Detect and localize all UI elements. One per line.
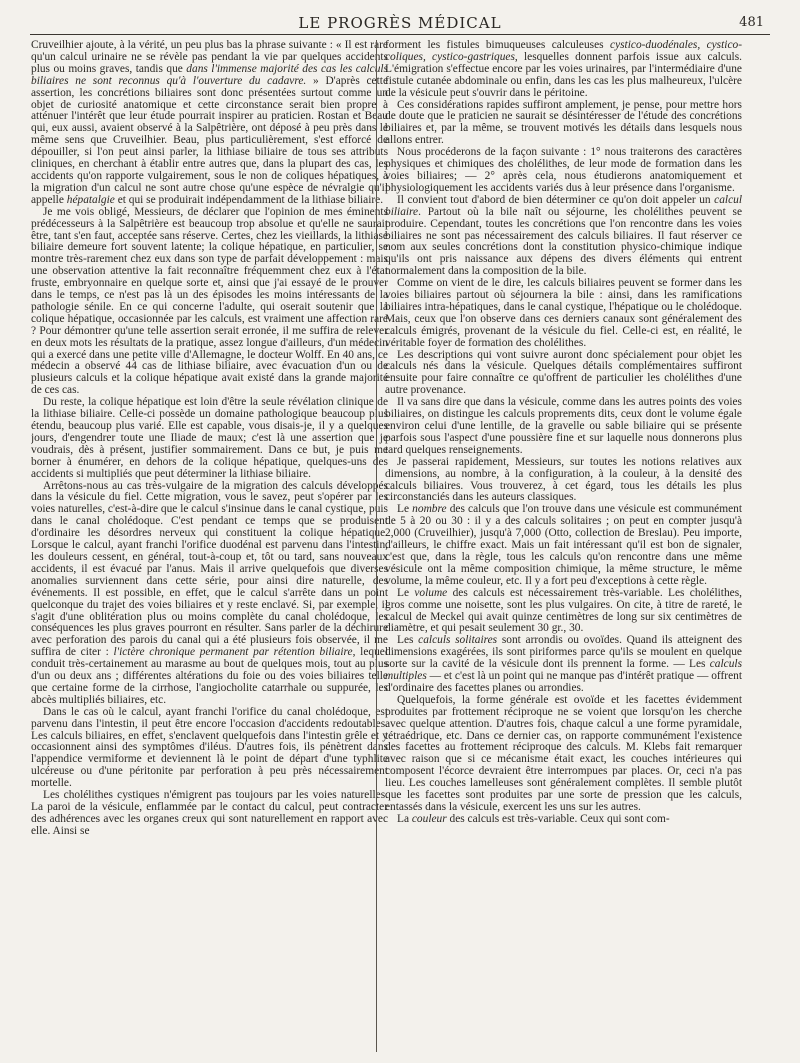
running-title: LE PROGRÈS MÉDICAL: [298, 14, 502, 32]
paragraph: Il va sans dire que dans la vésicule, comme dans les autres points des voies biliaires, on distingue les calculs proprements dits, ceux dont le volume égale environ celui d'une lentille, de la gravelle ou sable biliaire qui se présente parfois sous l'aspect d'une poussière fine et sur laquelle nous donnerons plus tard quelques renseignements.: [385, 396, 742, 456]
text-run: des calculs est nécessairement très-variable. Les cholélithes, gros comme une noisette, sont les plus vulgaires. On cite, à titre de rareté, le calcul de Meckel qui avait quinze centimètres de long sur six centimètres de diamètre, et qui pesait seulement 30 gr., 30.: [385, 586, 742, 635]
paragraph: Les cholélithes cystiques n'émigrent pas toujours par les voies naturelles. La paroi de la vésicule, enflammée par le contact du calcul, peut contracter des adhérences avec les organes creux qui sont naturellement en rapport avec elle. Ainsi se: [31, 789, 388, 837]
column-divider: [376, 40, 377, 1052]
paragraph: Je me vois obligé, Messieurs, de déclarer que l'opinion de mes éminents prédécesseurs à la Salpêtrière est beaucoup trop absolue et qu'elle ne saurait être, tant s'en faut, acceptée sans réserve. Certes, chez les vieillards, la lithiase biliaire demeure fort souvent latente; la colique hépatique, en particulier, se montre très-rarement chez eux dans son type de parfait développement : mais une observation attentive la fait reconnaître fréquemment chez eux à l'état fruste, embryonnaire en quelque sorte et, ainsi que j'ai essayé de le prouver dans le temps, ce n'est pas là un des épisodes les moins intéressants de la pathologie sénile. En ce qui concerne l'adulte, qui oserait soutenir que la colique hépatique, occasionnée par les calculs, est vraiment une affection rare ? Pour démontrer qu'une telle assertion serait erronée, il me suffira de relever en deux mots les résultats de la pratique, assez longue d'ailleurs, d'un médecin qui a exercé dans une petite ville d'Allemagne, le docteur Wolff. En 40 ans, ce médecin a observé 44 cas de lithiase biliaire, avec évacuation d'un ou de plusieurs calculs et la colique hépatique avait existé dans la grande majorité de ces cas.: [31, 205, 388, 397]
italic-run: calcul biliaire: [385, 193, 742, 218]
paragraph: [31, 40, 388, 207]
paragraph: [385, 195, 742, 278]
paragraph: Dans le cas où le calcul, ayant franchi l'orifice du canal cholédoque, est parvenu dans l'intestin, il peut être encore l'occasion d'accidents redoutables. Les calculs biliaires, en effet, s'enclavent quelquefois dans l'intestin grêle et y occasionnent ainsi des symptômes d'iléus. D'autres fois, ils pénètrent dans l'appendice vermiforme et deviennent là le point de départ d'une typhlite ulcéreuse ou d'une péritonite par perforation à peu près nécessairement mortelle.: [31, 705, 388, 790]
page-number: 481: [739, 15, 764, 30]
text-run: Le: [397, 503, 413, 516]
paragraph: [385, 814, 742, 826]
text-run: Cruveilhier ajoute, à la vérité, un peu plus bas la phrase suivante : « Il est rare qu'un calcul urinaire ne se révèle pas pendant la vie par quelques accidents plus ou moins graves, tandis que: [31, 40, 388, 75]
text-run: des calculs que l'on trouve dans une vésicule est communément de 5 à 20 ou 30 : il y a des calculs solitaires ; on peut en compter jusqu'à 2,000 (Cruveilhier), jusqu'à 7,000 (Otto, collection de Breslau). Peu importe, d'ailleurs, le chiffre exact. Mais un fait intéressant qu'il est bon de signaler, c'est que, dans la règle, tous les calculs qu'on rencontre dans une même vésicule ont la même composition chimique, la même structure, le même volume, la même couleur, etc. Il y a fort peu d'exceptions à cette règle.: [385, 503, 742, 587]
left-column: [31, 40, 388, 1054]
paragraph: [385, 588, 742, 636]
text-run: , lesquelles donnent parfois issue aux calculs. L'émigration s'effectue encore par les voies urinaires, par l'intermédiaire d'une fistule cutanée abdominale ou enfin, dans les cas les plus malheureux, l'ulcère de la vésicule peut s'ouvrir dans le péritoine.: [385, 50, 742, 99]
text-run: Les: [397, 634, 419, 647]
text-run: — et c'est là un point qui ne manque pas d'intérêt pratique — offrent d'ordinaire des facettes planes ou arrondies.: [385, 670, 742, 694]
italic-run: nombre: [412, 503, 447, 516]
italic-run: cystico-duodénales, cystico-coliques, cystico-gastriques: [385, 40, 742, 63]
page-header: [30, 14, 770, 36]
paragraph: Nous procéderons de la façon suivante : 1° nous traiterons des caractères physiques et chimiques des cholélithes, de leur mode de formation dans les voies biliaires; — 2° après cela, nous étudierons anatomiquement et physiologiquement les accidents variés dus à leur présence dans l'organisme.: [385, 146, 742, 194]
text-run: Le: [397, 586, 415, 599]
italic-run: l'ictère chronique permanent par rétention biliaire: [113, 646, 353, 659]
italic-run: calculs multiples: [385, 658, 742, 683]
right-column: [385, 40, 742, 1054]
paragraph: Les descriptions qui vont suivre auront donc spécialement pour objet les calculs nés dans la vésicule. Quelques détails complémentaires suffiront ensuite pour faire connaître ce qu'offrent de particulier les cholélithes d'une autre provenance.: [385, 348, 742, 397]
text-run: et qui se produirait indépendamment de la lithiase biliaire.: [114, 193, 384, 206]
paragraph: [385, 40, 742, 100]
text-run: , lequel conduit très-certainement au marasme au bout de quelques mois, tout au plus d'un ou deux ans ; différentes altérations du foie ou des voies biliaires telle que certaine forme de la cirrhose, l'angiocholite catarrhale ou suppurée, les abcès multipliés biliaires, etc.: [31, 646, 388, 706]
paragraph: [385, 504, 742, 587]
paragraph: Comme on vient de le dire, les calculs biliaires peuvent se former dans les voies biliaires partout où séjournera la bile : ainsi, dans les ramifications biliaires intra-hépatiques, dans le canal cystique, l'hépatique ou le cholédoque. Mais, ceux que l'on observe dans ces derniers canaux sont généralement des calculs émigrés, provenant de la vésicule du fiel. Celle-ci est, en réalité, le véritable foyer de formation des cholélithes.: [385, 277, 742, 349]
text-run: . Partout où la bile naît ou séjourne, les cholélithes peuvent se produire. Cependant, toutes les concrétions que l'on rencontre dans les voies biliaires ne sont pas nécessairement des calculs biliaires. Il faut réserver ce nom aux seules concrétions dont la constitution physico-chimique indique qu'ils ont pris naissance aux dépens des divers éléments qui entrent normalement dans la composition de la bile.: [385, 205, 742, 278]
italic-run: volume: [414, 586, 448, 599]
italic-run: couleur: [411, 812, 447, 825]
text-run: » D'après cette assertion, les concrétions biliaires sont donc présentées surtout comme un objet de curiosité anatomique et cette circonstance serait bien propre à atténuer l'intérêt que leur étude pourrait inspirer au praticien. Rostan et Beau qui, eux aussi, avaient observé à la Salpêtrière, ont déposé à peu près dans le même sens que Cruveilhier. Beau, plus particulièrement, s'est efforcé de dépouiller, si l'on peut ainsi parler, la lithiase biliaire de tous ses attributs cliniques, en cherchant à établir entre autres que, dans la plupart des cas, les accidents qu'on rapporte vulgairement, sous le non de coliques hépatiques, à la migration d'un calcul ne sont autre chose qu'une espèce de névralgie qu'il appelle: [31, 74, 388, 206]
paragraph: [385, 635, 742, 695]
text-run: La: [397, 812, 412, 825]
paragraph: Ces considérations rapides suffiront amplement, je pense, pour mettre hors de doute que le praticien ne saurait se désintéresser de l'étude des concrétions biliaires et, par la même, se trouvent motivés les détails dans lesquels nous allons entrer.: [385, 98, 742, 147]
paragraph: Quelquefois, la forme générale est ovoïde et les facettes évidemment produites par frottement réciproque ne se voient que lorsqu'on les cherche avec quelque attention. D'autres fois, chaque calcul a une forme pyramidale, tétraédrique, etc. Dans ce dernier cas, on rapporte communément l'existence des facettes au frottement réciproque des calculs. M. Klebs fait remarquer avec raison que si ce mécanisme était exact, les couches intérieures qui composent l'écorce devraient être interrompues par places. Or, ceci n'a pas lieu. Les couches lamelleuses sont généralement complètes. Il semble plutôt que les facettes sont produites par une sorte de pression que les calculs, entassés dans la vésicule, exercent les uns sur les autres.: [385, 693, 742, 813]
header-rule: [30, 34, 770, 35]
text-run: sont arrondis ou ovoïdes. Quand ils atteignent des dimensions exagérées, ils sont piriformes parce qu'ils se moulent en quelque sorte sur la cavité de la vésicule dont ils prennent la forme. — Les: [385, 634, 742, 671]
italic-run: hépatalgie: [66, 193, 115, 206]
paragraph: Je passerai rapidement, Messieurs, sur toutes les notions relatives aux dimensions, au nombre, à la configuration, à la couleur, à la densité des calculs biliaires. Vous trouverez, à cet égard, tous les détails les plus circonstanciés dans les auteurs classiques.: [385, 455, 742, 504]
text-run: Il convient tout d'abord de bien déterminer ce qu'on doit appeler un: [397, 193, 715, 206]
italic-run: calculs solitaires: [418, 634, 498, 647]
text-run: des calculs est très-variable. Ceux qui sont com-: [446, 812, 670, 825]
paragraph: [31, 481, 388, 707]
italic-run: dans l'immense majorité des cas les calculs biliaires ne sont reconnus qu'à l'ouverture du cadavre.: [31, 62, 388, 87]
text-run: forment les fistules bimuqueuses calculeuses: [385, 40, 611, 51]
text-run: Arrêtons-nous au cas très-vulgaire de la migration des calculs développés dans la vésicule du fiel. Cette migration, vous le savez, peut s'opérer par les voies naturelles, c'est-à-dire que le calcul s'insinue dans le canal cystique, puis dans le canal cholédoque. C'est pendant ce temps que se produisent d'ordinaire les désordres nerveux qui constituent la colique hépatique. Lorsque le calcul, ayant franchi l'orifice duodénal est parvenu dans l'intestin, les douleurs cessent, en général, tout-à-coup et, tôt ou tard, sans nouveaux accidents, il est évacué par l'anus. Mais il arrive quelquefois que diverses anomalies surviennent dans cette série, pour ainsi dire naturelle, des événements. Il est possible, en effet, que le calcul s'arrête dans un point quelconque du trajet des voies biliaires et y reste enclavé. Si, par exemple, il s'agit d'une oblitération plus ou moins complète du canal cholédoque, les conséquences les plus graves pourront en résulter. Sans parler de la déchirure avec perforation des parois du canal qui a été plusieurs fois observée, il me suffira de citer :: [31, 479, 388, 659]
paragraph: Du reste, la colique hépatique est loin d'être la seule révélation clinique de la lithiase biliaire. Celle-ci possède un domaine pathologique beaucoup plus étendu, beaucoup plus varié. Elle est capable, vous disais-je, il y a quelques jours, d'engendrer toute une Iliade de maux; c'est là une assertion que je voudrais, dès à présent, justifier sommairement. Dans ce but, je puis me borner à énumérer, en dehors de la colique hépatique, quelques-uns des accidents si multipliés que peut déterminer la lithiase biliaire.: [31, 396, 388, 480]
